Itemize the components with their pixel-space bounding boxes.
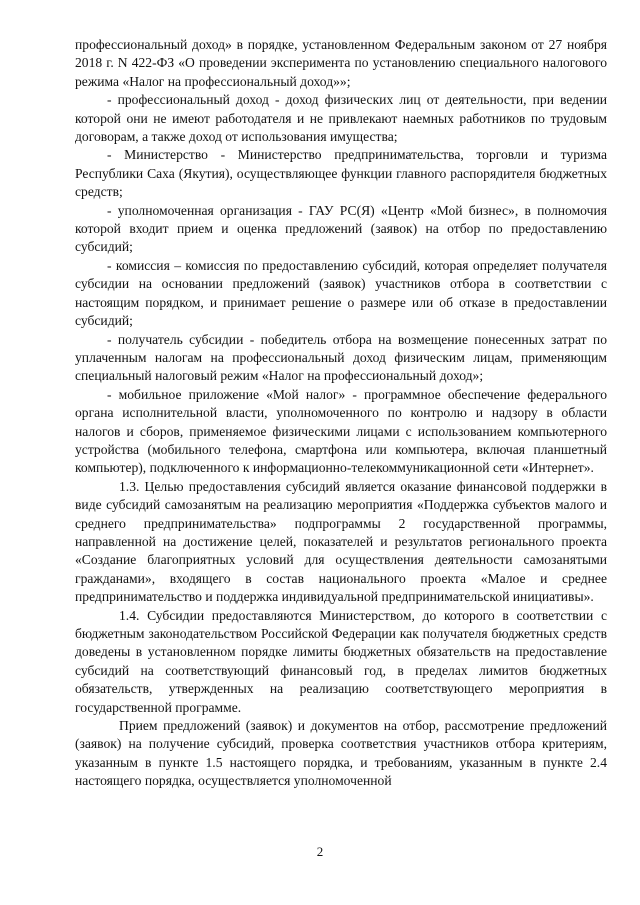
- paragraph-definition-commission: - комиссия – комиссия по предоставлению субсидий, которая определяет получателя субсидии на основании предложений (заявок) участников отбора в соответствии с настоящим порядком, и принимает решение о размере или об отказе в предоставлении субсидий;: [75, 257, 607, 329]
- paragraph-applications-intake: Прием предложений (заявок) и документов на отбор, рассмотрение предложений (заявок) на получение субсидий, проверка соответствия участников отбора критериям, указанным в пункте 1.5 настоящего порядка, и требованиям, указанным в пункте 2.4 настоящего порядка, осуществляется уполномоченной: [75, 718, 607, 789]
- document-body: [75, 36, 607, 791]
- paragraph-section-1-4: 1.4. Субсидии предоставляются Министерством, до которого в соответствии с бюджетным законодательством Российской Федерации как получателя бюджетных средств доведены в установленном порядке лимиты бюджетных обязательств на предоставление субсидий на соответствующий финансовый год, в пределах лимитов бюджетных обязательств, утвержденных на реализацию соответствующего мероприятия в государственной программе.: [75, 607, 607, 715]
- paragraph-definition-mobile-app: - мобильное приложение «Мой налог» - программное обеспечение федерального органа исполнительной власти, уполномоченного по контролю и надзору в области налогов и сборов, применяемое физическими лицами с использованием компьютерного устройства (мобильного телефона, смартфона или компьютера, включая планшетный компьютер), подключенного к информационно-телекоммуникационной сети «Интернет».: [75, 386, 607, 476]
- paragraph-section-1-3: 1.3. Целью предоставления субсидий является оказание финансовой поддержки в виде субсидий самозанятым на реализацию мероприятия «Поддержка субъектов малого и среднего предпринимательства» подпрограммы 2 государственной программы, направленной на достижение целей, показателей и результатов регионального проекта «Создание благоприятных условий для осуществления деятельности самозанятыми гражданами», входящего в состав национального проекта «Малое и среднее предпринимательство и поддержка индивидуальной предпринимательской инициативы».: [75, 478, 607, 605]
- paragraph-definition-authorized-organization: - уполномоченная организация - ГАУ РС(Я) «Центр «Мой бизнес», в полномочия которой входит прием и оценка предложений (заявок) на отбор по предоставлению субсидий;: [75, 202, 607, 255]
- page-number: 2: [316, 844, 324, 859]
- paragraph-definition-ministry: - Министерство - Министерство предпринимательства, торговли и туризма Республики Саха (Якутия), осуществляющее функции главного распорядителя бюджетных средств;: [75, 147, 607, 200]
- paragraph-definition-professional-income-law: профессиональный доход» в порядке, установленном Федеральным законом от 27 ноября 2018 г. N 422-ФЗ «О проведении эксперимента по установлению специального налогового режима «Налог на профессиональный доход»»;: [75, 37, 607, 89]
- paragraph-definition-subsidy-recipient: - получатель субсидии - победитель отбора на возмещение понесенных затрат по уплаченным налогам на профессиональный доход физическим лицам, применяющим специальный налоговый режим «Налог на профессиональный доход»;: [75, 331, 607, 384]
- paragraph-definition-professional-income: - профессиональный доход - доход физических лиц от деятельности, при ведении которой они не имеют работодателя и не привлекают наемных работников по трудовым договорам, а также доход от использования имущества;: [75, 92, 607, 145]
